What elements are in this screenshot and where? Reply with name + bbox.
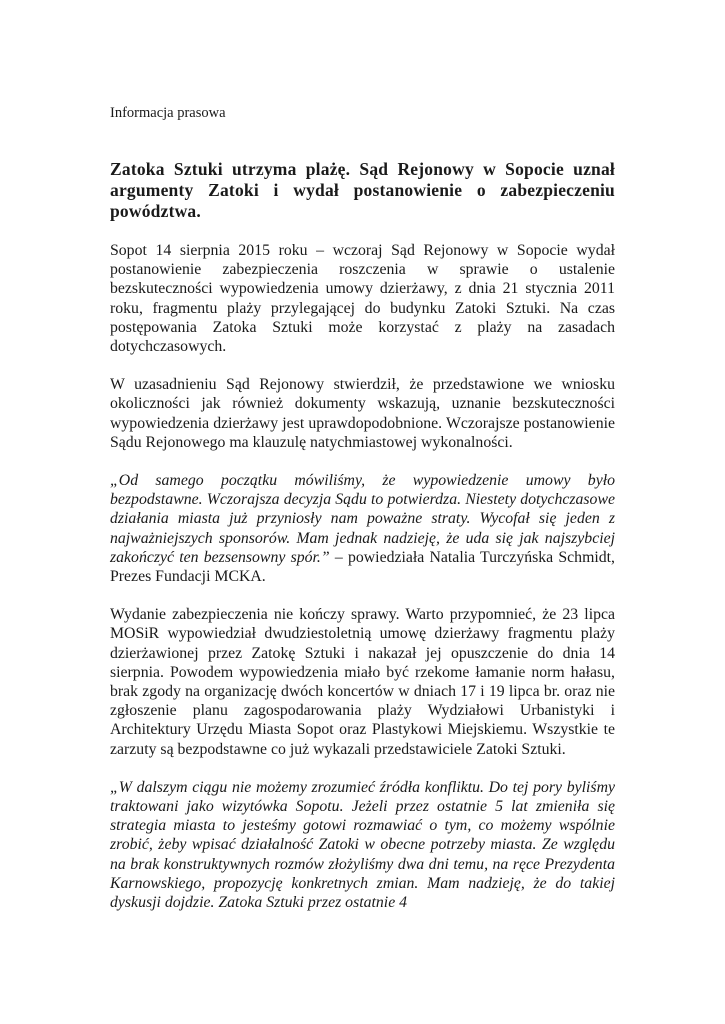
paragraph-2: W uzasadnieniu Sąd Rejonowy stwierdził, że przedstawione we wniosku okoliczności jak również dokumenty wskazują, uznanie bezskuteczności wypowiedzenia dzierżawy jest uprawdopodobnione. Wczorajsze postanowienie Sądu Rejonowego ma klauzulę natychmiastowej wykonalności. <box>110 376 615 451</box>
quote-paragraph-1 <box>110 471 615 586</box>
paragraph-1: Sopot 14 sierpnia 2015 roku – wczoraj Sąd Rejonowy w Sopocie wydał postanowienie zabezpieczenia roszczenia w sprawie o ustalenie bezskuteczności wypowiedzenia umowy dzierżawy, z dnia 21 stycznia 2011 roku, fragmentu plaży przylegającej do budynku Zatoki Sztuki. Na czas postępowania Zatoka Sztuki może korzystać z plaży na zasadach dotychczasowych. <box>110 242 615 356</box>
document-page <box>110 103 615 931</box>
paragraph-3: Wydanie zabezpieczenia nie kończy sprawy. Warto przypomnieć, że 23 lipca MOSiR wypowiedział dwudziestoletnią umowę dzierżawy fragmentu plaży dzierżawionej przez Zatokę Sztuki i nakazał jej opuszczenie do dnia 14 sierpnia. Powodem wypowiedzenia miało być rzekome łamanie norm hałasu, brak zgody na organizację dwóch koncertów w dniach 17 i 19 lipca br. oraz nie zgłoszenie planu zagospodarowania plaży Wydziałowi Urbanistyki i Architektury Urzędu Miasta Sopot oraz Plastykowi Miejskiemu. Wszystkie te zarzuty są bezpodstawne co już wykazali przedstawiciele Zatoki Sztuki. <box>110 606 615 758</box>
quote-1-attribution: – powiedziała Natalia Turczyńska Schmidt, Prezes Fundacji MCKA. <box>110 548 615 586</box>
quote-1-text: „Od samego początku mówiliśmy, że wypowiedzenie umowy było bezpodstawne. Wczorajsza decyzja Sądu to potwierdza. Niestety dotychczasowe działania miasta już przyniosły nam poważne straty. Wycofał się jeden z najważniejszych sponsorów. Mam jednak nadzieję, że uda się jak najszybciej zakończyć ten bezsensowny spór.” <box>110 472 615 566</box>
quote-paragraph-2: „W dalszym ciągu nie możemy zrozumieć źródła konfliktu. Do tej pory byliśmy traktowani jako wizytówka Sopotu. Jeżeli przez ostatnie 5 lat zmieniła się strategia miasta to jesteśmy gotowi rozmawiać o tym, co możemy wspólnie zrobić, żeby wpisać działalność Zatoki w obecne potrzeby miasta. Ze względu na brak konstruktywnych rozmów złożyliśmy dwa dni temu, na ręce Prezydenta Karnowskiego, propozycję konkretnych zmian. Mam nadzieję, że do takiej dyskusji dojdzie. Zatoka Sztuki przez ostatnie 4 <box>110 778 615 912</box>
document-title: Zatoka Sztuki utrzyma plażę. Sąd Rejonowy w Sopocie uznał argumenty Zatoki i wydał postanowienie o zabezpieczeniu powództwa. <box>110 159 615 221</box>
document-label: Informacja prasowa <box>110 105 226 121</box>
